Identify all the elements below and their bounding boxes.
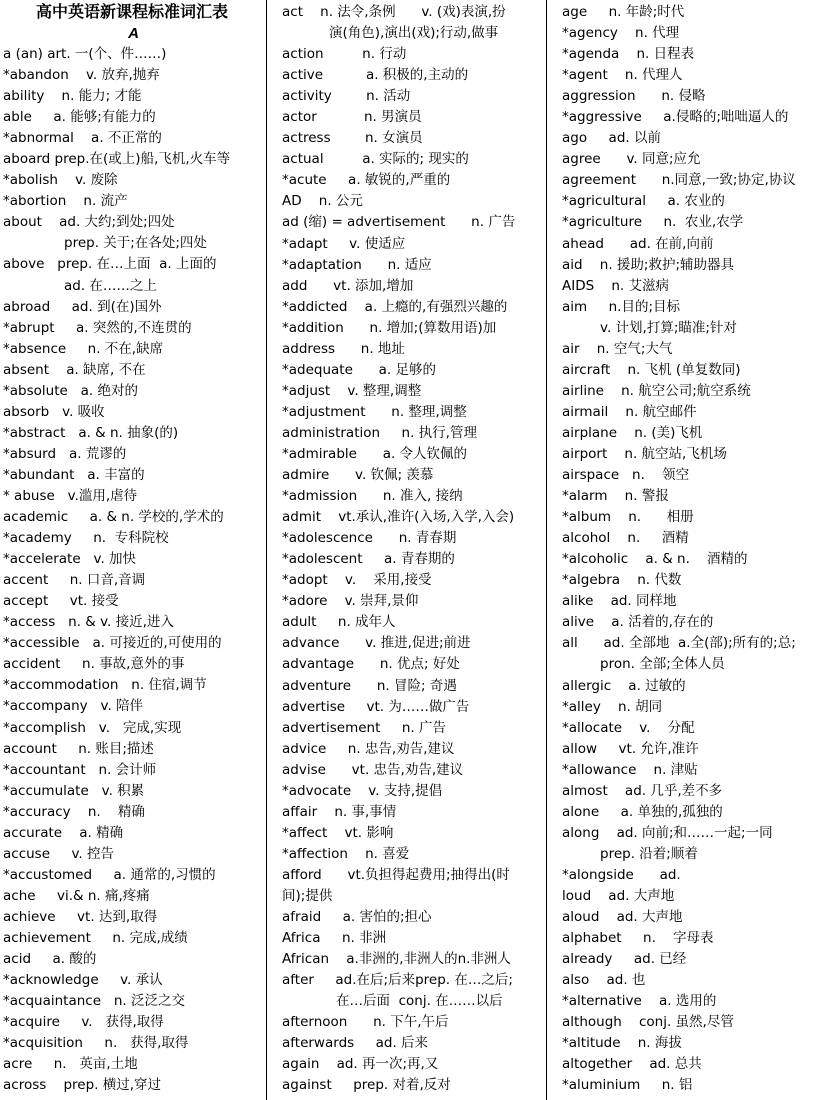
vocabulary-entry: *abnormal a. 不正常的 [3,130,162,147]
vocabulary-entry: above prep. 在…上面 a. 上面的 [3,256,217,273]
vocabulary-entry: *aluminium n. 铝 [562,1077,693,1094]
vocabulary-entry: *accumulate v. 积累 [3,782,145,799]
vocabulary-entry: agree v. 同意;应允 [562,151,701,168]
vocabulary-entry: * abuse v.滥用,虐待 [3,487,138,504]
vocabulary-entry: altogether ad. 总共 [562,1056,702,1073]
vocabulary-entry: advice n. 忠告,劝告,建议 [282,740,455,757]
vocabulary-entry: act n. 法令,条例 v. (戏)表演,扮 [282,4,506,20]
vocabulary-entry: *adolescence n. 青春期 [282,530,457,547]
vocabulary-entry: *absolute a. 绝对的 [3,382,139,399]
vocabulary-entry: alone a. 单独的,孤独的 [562,803,723,820]
vocabulary-entry: advance v. 推进,促进;前进 [282,635,471,652]
vocabulary-entry: AD n. 公元 [282,193,363,210]
vocabulary-entry: achievement n. 完成,成绩 [3,929,188,946]
vocabulary-entry: *aggressive a.侵略的;咄咄逼人的 [562,109,789,126]
vocabulary-entry: accurate a. 精确 [3,824,124,841]
vocabulary-entry: alive a. 活着的,存在的 [562,614,714,631]
vocabulary-entry: alcohol n. 酒精 [562,530,689,547]
vocabulary-entry: administration n. 执行,管理 [282,424,477,441]
vocabulary-entry: absorb v. 吸收 [3,403,105,420]
vocabulary-entry: afraid a. 害怕的;担心 [282,909,432,926]
vocabulary-entry: *alongside ad. [562,866,681,883]
vocabulary-entry: adventure n. 冒险; 奇遇 [282,677,457,694]
vocabulary-entry: *accessible a. 可接近的,可使用的 [3,635,222,652]
vocabulary-entry: ache vi.& n. 痛,疼痛 [3,887,150,904]
vocabulary-entry: aggression n. 侵略 [562,88,706,105]
vocabulary-entry: *admirable a. 令人钦佩的 [282,445,468,462]
vocabulary-entry: affair n. 事,事情 [282,803,397,820]
vocabulary-entry: airport n. 航空站,飞机场 [562,445,727,462]
vocabulary-entry: *accuracy n. 精确 [3,803,145,820]
vocabulary-entry: *acquire v. 获得,取得 [3,1014,164,1031]
vocabulary-entry: about ad. 大约;到处;四处 [3,214,175,231]
vocabulary-entry: *acquaintance n. 泛泛之交 [3,993,186,1010]
vocabulary-entry: advertise vt. 为……做广告 [282,698,470,715]
vocabulary-entry-continuation: 在…后面 conj. 在……以后 [336,993,503,1010]
vocabulary-entry: *acquisition n. 获得,取得 [3,1035,189,1052]
vocabulary-entry: admit vt.承认,准许(入场,入学,入会) [282,509,515,526]
vocabulary-entry: loud ad. 大声地 [562,887,675,904]
vocabulary-entry: *alcoholic a. & n. 酒精的 [562,551,748,568]
vocabulary-entry: *absence n. 不在,缺席 [3,340,164,357]
vocabulary-entry: *adjustment n. 整理,调整 [282,403,467,420]
vocabulary-entry: *abrupt a. 突然的,不连贯的 [3,319,192,336]
vocabulary-entry: although conj. 虽然,尽管 [562,1014,734,1031]
vocabulary-entry: airspace n. 领空 [562,467,690,484]
vocabulary-entry: *adaptation n. 适应 [282,256,432,273]
vocabulary-entry: acid a. 酸的 [3,951,97,968]
vocabulary-entry: adult n. 成年人 [282,614,396,631]
vocabulary-entry: accuse v. 控告 [3,845,114,862]
vocabulary-entry: advantage n. 优点; 好处 [282,656,460,673]
vocabulary-entry: *alternative a. 选用的 [562,993,717,1010]
vocabulary-entry-continuation: v. 计划,打算;瞄准;针对 [600,319,737,336]
vocabulary-entry: along ad. 向前;和……一起;一同 [562,824,773,841]
vocabulary-entry: *adapt v. 使适应 [282,235,406,252]
column-2 [266,0,547,1100]
vocabulary-entry-continuation: 间);提供 [282,887,333,904]
vocabulary-entry: *adore v. 崇拜,景仰 [282,593,419,610]
vocabulary-entry: aim n.目的;目标 [562,298,681,315]
vocabulary-entry: a (an) art. 一(个、件……) [3,46,167,62]
vocabulary-entry: *agency n. 代理 [562,25,680,42]
vocabulary-entry: age n. 年龄;时代 [562,4,685,20]
vocabulary-entry: *accomplish v. 完成,实现 [3,719,182,736]
vocabulary-entry: able a. 能够;有能力的 [3,109,156,126]
vocabulary-entry: *agriculture n. 农业,农学 [562,214,744,231]
vocabulary-entry: *addicted a. 上瘾的,有强烈兴趣的 [282,298,508,315]
vocabulary-entry: *acknowledge v. 承认 [3,972,163,989]
vocabulary-entry: address n. 地址 [282,340,405,357]
vocabulary-entry: advise vt. 忠告,劝告,建议 [282,761,464,778]
vocabulary-entry: absent a. 缺席, 不在 [3,361,146,378]
vocabulary-entry: active a. 积极的,主动的 [282,67,469,84]
vocabulary-entry: airplane n. (美)飞机 [562,424,703,441]
vocabulary-entry: *acute a. 敏锐的,严重的 [282,172,451,189]
vocabulary-entry: afterwards ad. 后来 [282,1035,429,1052]
vocabulary-entry: account n. 账目;描述 [3,740,154,757]
vocabulary-entry: *allowance n. 津贴 [562,761,698,778]
vocabulary-entry: *agricultural a. 农业的 [562,193,725,210]
vocabulary-entry: *adjust v. 整理,调整 [282,382,422,399]
vocabulary-entry: aloud ad. 大声地 [562,909,683,926]
vocabulary-entry: academic a. & n. 学校的,学术的 [3,509,224,526]
vocabulary-entry: aboard prep.在(或上)船,飞机,火车等 [3,151,231,168]
vocabulary-entry: *accelerate v. 加快 [3,551,137,568]
vocabulary-entry: *affection n. 喜爱 [282,845,410,862]
vocabulary-entry-continuation: ad. 在……之上 [64,277,157,294]
vocabulary-entry: already ad. 已经 [562,951,687,968]
column-2-content [282,2,544,1096]
column-3-content [562,2,812,1096]
vocabulary-entry: African a.非洲的,非洲人的n.非洲人 [282,951,511,968]
column-1 [0,0,267,1100]
vocabulary-entry: across prep. 横过,穿过 [3,1077,162,1094]
vocabulary-entry: *agent n. 代理人 [562,67,683,84]
vocabulary-entry: acre n. 英亩,土地 [3,1056,138,1073]
vocabulary-entry: aid n. 援助;救护;辅助器具 [562,256,734,273]
vocabulary-entry: *addition n. 增加;(算数用语)加 [282,319,497,336]
vocabulary-entry: accident n. 事故,意外的事 [3,656,185,673]
vocabulary-entry: *alarm n. 警报 [562,488,669,505]
vocabulary-entry: *adequate a. 足够的 [282,361,436,378]
vocabulary-entry: agreement n.同意,一致;协定,协议 [562,172,796,189]
vocabulary-entry: afternoon n. 下午,午后 [282,1014,449,1031]
vocabulary-entry: admire v. 钦佩; 羡慕 [282,467,434,484]
vocabulary-entry: *adolescent a. 青春期的 [282,551,455,568]
vocabulary-entry: *admission n. 准入, 接纳 [282,488,463,505]
vocabulary-entry: *abandon v. 放弃,抛弃 [3,67,160,84]
vocabulary-entry: *accountant n. 会计师 [3,761,157,778]
vocabulary-entry: almost ad. 几乎,差不多 [562,782,723,799]
vocabulary-entry: *album n. 相册 [562,509,694,526]
vocabulary-entry: alike ad. 同样地 [562,593,677,610]
vocabulary-entry: *agenda n. 日程表 [562,46,695,63]
vocabulary-entry: *alley n. 胡同 [562,698,663,715]
vocabulary-entry: allow vt. 允许,准许 [562,740,699,757]
vocabulary-entry-continuation: prep. 沿着;顺着 [600,845,698,862]
vocabulary-entry: *accompany v. 陪伴 [3,698,144,715]
vocabulary-entry: add vt. 添加,增加 [282,277,414,294]
vocabulary-entry: all ad. 全部地 a.全(部);所有的;总; [562,635,796,652]
vocabulary-entry: *allocate v. 分配 [562,719,695,736]
vocabulary-entry: against prep. 对着,反对 [282,1077,451,1094]
vocabulary-entry: advertisement n. 广告 [282,719,446,736]
vocabulary-entry: *adopt v. 采用,接受 [282,572,432,589]
vocabulary-entry: *abortion n. 流产 [3,193,128,210]
vocabulary-entry: *abundant a. 丰富的 [3,466,145,483]
column-1-content [3,2,264,1096]
vocabulary-entry: again ad. 再一次;再,又 [282,1056,439,1073]
vocabulary-entry: *access n. & v. 接近,进入 [3,614,174,631]
vocabulary-entry: ago ad. 以前 [562,130,661,147]
vocabulary-entry: actor n. 男演员 [282,109,422,126]
vocabulary-entry-continuation: pron. 全部;全体人员 [600,656,725,673]
vocabulary-entry: *algebra n. 代数 [562,572,682,589]
vocabulary-entry: accent n. 口音,音调 [3,572,146,589]
vocabulary-entry: also ad. 也 [562,972,646,989]
vocabulary-entry: abroad ad. 到(在)国外 [3,298,162,315]
vocabulary-entry: *accustomed a. 通常的,习惯的 [3,866,216,883]
vocabulary-entry: ability n. 能力; 才能 [3,88,142,105]
vocabulary-entry: accept vt. 接受 [3,593,119,610]
vocabulary-entry: *academy n. 专科院校 [3,530,169,547]
vocabulary-entry: actual a. 实际的; 现实的 [282,151,469,168]
vocabulary-entry: *absurd a. 荒谬的 [3,445,127,462]
vocabulary-entry: airmail n. 航空邮件 [562,403,697,420]
vocabulary-entry-continuation: prep. 关于;在各处;四处 [64,235,207,252]
vocabulary-entry: aircraft n. 飞机 (单复数同) [562,361,741,378]
vocabulary-entry: Africa n. 非洲 [282,930,387,947]
page-title: 高中英语新课程标准词汇表 [35,4,228,21]
vocabulary-entry: *accommodation n. 住宿,调节 [3,677,207,694]
vocabulary-entry: airline n. 航空公司;航空系统 [562,382,751,399]
vocabulary-entry: achieve vt. 达到,取得 [3,908,158,925]
vocabulary-entry-continuation: 演(角色),演出(戏);行动,做事 [329,25,499,42]
vocabulary-entry: ad (缩) = advertisement n. 广告 [282,214,516,231]
vocabulary-entry: actress n. 女演员 [282,130,423,147]
vocabulary-entry: *affect vt. 影响 [282,824,394,841]
vocabulary-entry: after ad.在后;后来prep. 在…之后; [282,972,513,989]
vocabulary-entry: *abolish v. 废除 [3,172,118,189]
vocabulary-entry: allergic a. 过敏的 [562,677,686,694]
vocabulary-entry: *altitude n. 海拔 [562,1035,682,1052]
vocabulary-entry: *abstract a. & n. 抽象(的) [3,424,179,441]
vocabulary-entry: AIDS n. 艾滋病 [562,277,669,294]
vocabulary-entry: *advocate v. 支持,提倡 [282,782,443,799]
vocabulary-entry: alphabet n. 字母表 [562,930,714,947]
vocabulary-entry: air n. 空气;大气 [562,340,673,357]
vocabulary-entry: action n. 行动 [282,46,407,63]
column-3 [546,0,814,1100]
vocabulary-entry: activity n. 活动 [282,88,411,105]
section-letter: A [128,25,139,42]
vocabulary-entry: ahead ad. 在前,向前 [562,235,714,252]
vocabulary-entry: afford vt.负担得起费用;抽得出(时 [282,866,510,883]
